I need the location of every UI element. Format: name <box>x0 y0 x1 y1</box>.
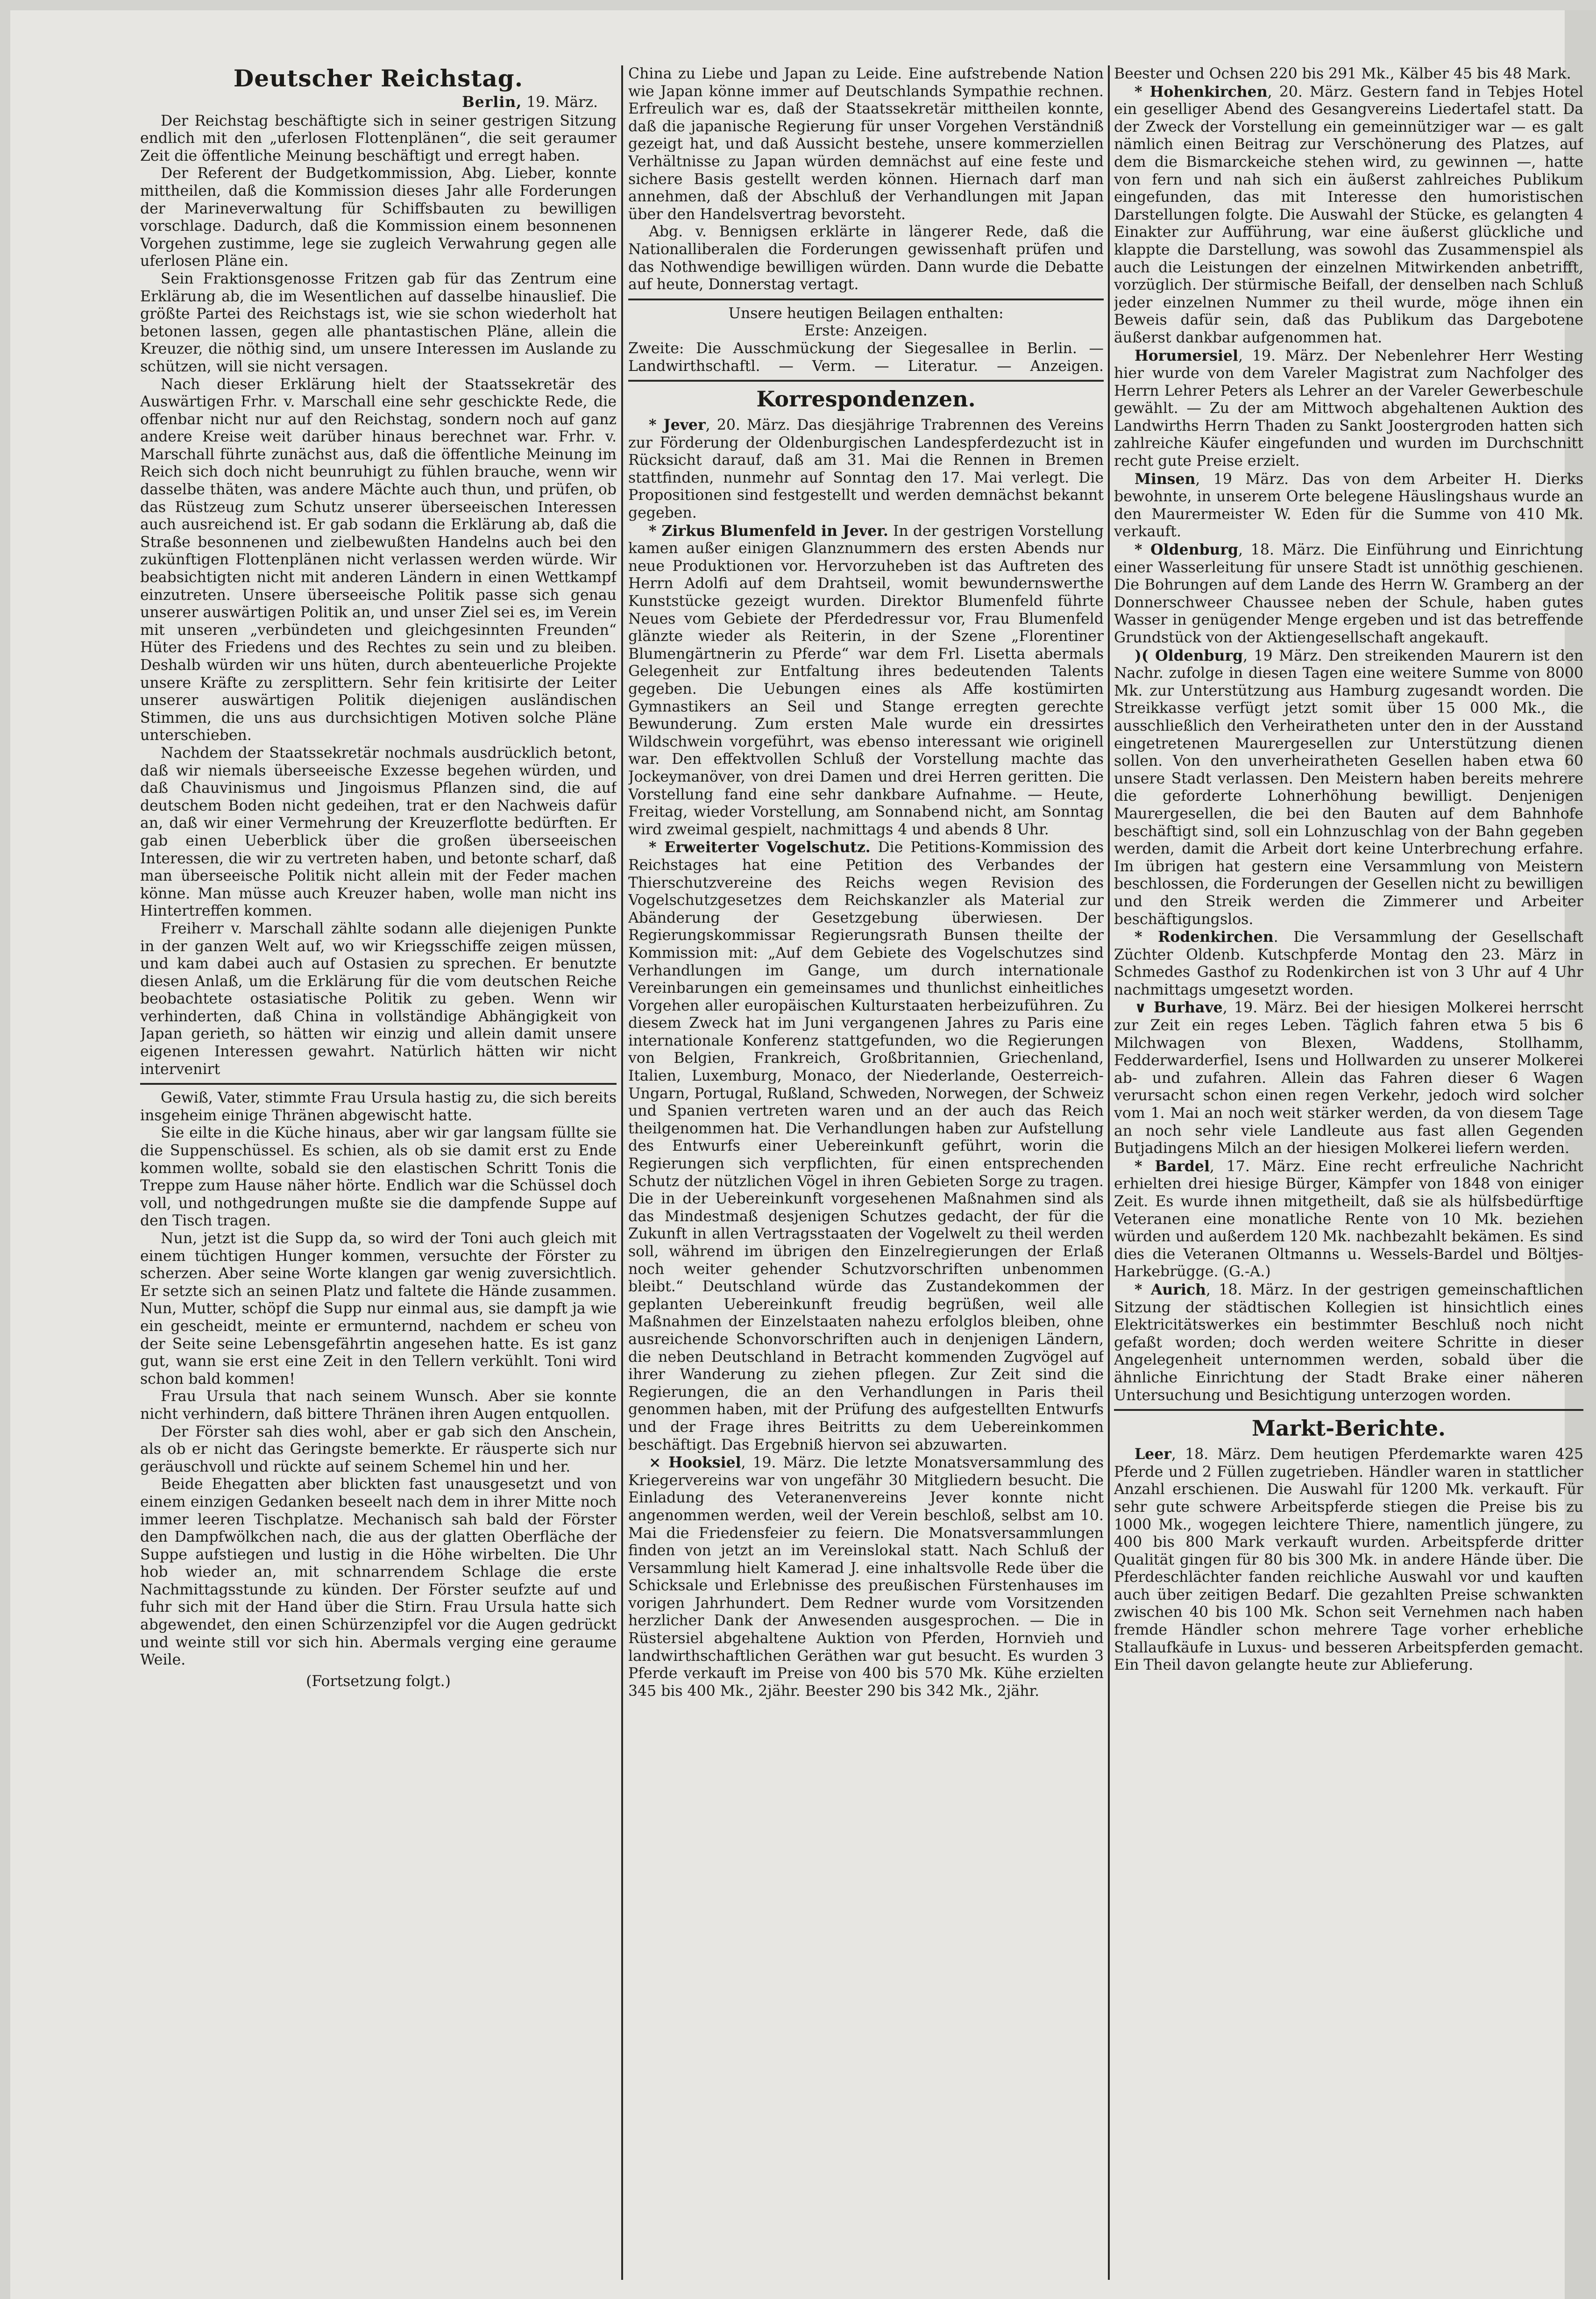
report-text: , 19. März. Der Nebenlehrer Herr Westing hier wurde von dem Vareler Magistrat zum Nachfolger des Herrn Lehrer Peters als Lehrer an der Vareler Gewerbeschule gewählt. — Zu der am Mittwoch abgehaltenen Auktion des Landwirths Herrn Thaden zu Sankt Joostergroden hatten sich zahlreiche Käufer eingefunden und wurden im Durchschnitt recht gute Preise erzielt. <box>1114 347 1583 470</box>
report-text: Die Petitions-Kommission des Reichstages hat eine Petition des Verbandes der Thierschutzvereine des Reichs wegen Revision des Vogelschutzgesetzes dem Reichskanzler als Material zur Abänderung der Gesetzgebung überwiesen. Der Regierungskommissar Regierungsrath Bunsen theilte der Kommission mit: „Auf dem Gebiete des Vogelschutzes sind Verhandlungen im Gange, um durch internationale Vereinbarungen ein gemeinsames und thunlichst einheitliches Vorgehen aller europäischen Kulturstaaten herbeizuführen. Zu diesem Zweck hat im Juni vergangenen Jahres zu Paris eine internationale Konferenz stattgefunden, wo die Regierungen von Belgien, Frankreich, Großbritannien, Griechenland, Italien, Luxemburg, Monaco, der Niederlande, Oesterreich-Ungarn, Portugal, Rußland, Schweden, Norwegen, der Schweiz und Spanien vertreten waren und an der auch das Reich theilgenommen hat. Die Verhandlungen haben zur Aufstellung des Entwurfs einer Uebereinkunft geführt, worin die Regierungen sich verpflichten, für einen entsprechenden Schutz der nützlichen Vögel in ihren Gebieten Sorge zu tragen. Die in der Uebereinkunft vorgesehenen Maßnahmen sind als das Mindestmaß desjenigen Schutzes gedacht, der für die Zukunft in allen Vertragsstaaten der Vogelwelt zu theil werden soll, während im übrigen den Einzelregierungen der Erlaß noch weiter gehender Schutzvorschriften unbenommen bleibt.“ Deutschland würde das Zustandekommen der geplanten Uebereinkunft freudig begrüßen, weil alle Maßnahmen der Einzelstaaten nahezu erfolglos bleiben, ohne ausreichende Schonvorschriften auch in denjenigen Ländern, die neben Deutschland in Betracht kommenden Zugvögel auf ihrer Wanderung zu ziehen pflegen. Zur Zeit sind die Regierungen, die an den Verhandlungen in Paris theil genommen haben, mit der Prüfung des aufgestellten Entwurfs und der Frage ihres Beitritts zu dem Uebereinkommen beschäftigt. Das Ergebniß hiervon sei abzuwarten. <box>628 839 1104 1453</box>
report-item <box>1114 470 1583 541</box>
report-item <box>1114 1158 1583 1281</box>
report-place: * Bardel <box>1135 1157 1210 1175</box>
dateline-place: Berlin, <box>462 93 522 111</box>
report-item <box>1114 541 1583 647</box>
article-paragraph: Nach dieser Erklärung hielt der Staatssekretär des Auswärtigen Frhr. v. Marschall eine sehr geschickte Rede, die offenbar nicht nur auf den Reichstag, sondern noch auf ganz andere Kreise weit darüber hinaus berechnet war. Frhr. v. Marschall führte zunächst aus, daß die öffentliche Meinung im Reich sich doch nicht beunruhigt zu fühlen brauche, wenn wir dasselbe thäten, was andere Mächte auch thun, und prüfen, ob das Rüstzeug zum Schutz unserer überseeischen Interessen auch ausreichend ist. Er gab sodann die Erklärung ab, daß die Straße besonnenen und zielbewußten Handelns auch bei den zukünftigen Flottenplänen nicht verlassen werden würde. Wir beabsichtigten nicht mit anderen Ländern in einen Wettkampf einzutreten. Unsere überseeische Politik passe sich genau unserer auswärtigen Politik an, und unser Ziel sei es, im Verein mit unseren „verbündeten und gleichgesinnten Freunden“ Hüter des Friedens und des Rechtes zu sein und zu bleiben. Deshalb würden wir uns hüten, durch abenteuerliche Projekte unsere Kräfte zu zersplittern. Sehr fein kritisirte der Leiter unserer auswärtigen Politik diejenigen ausländischen Stimmen, die uns aus durchsichtigen Motiven solche Pläne unterschieben. <box>140 376 617 744</box>
report-continuation: Beester und Ochsen 220 bis 291 Mk., Kälber 45 bis 48 Mark. <box>1114 65 1571 82</box>
supplements-line: Erste: Anzeigen. <box>804 322 928 340</box>
section-heading: Korrespondenzen. <box>756 386 976 412</box>
report-item <box>628 416 1104 522</box>
article-paragraph: Der Reichstag beschäftigte sich in seiner gestrigen Sitzung endlich mit den „uferlosen Flottenplänen“, die seit geraumer Zeit die öffentliche Meinung beschäftigt und erregt haben. <box>140 112 617 164</box>
report-place: * Zirkus Blumenfeld in Jever. <box>649 522 888 540</box>
report-text: , 19 März. Den streikenden Maurern ist den Nachr. zufolge in diesen Tagen eine weitere Summe von 8000 Mk. zur Unterstützung aus Hamburg zugesandt worden. Die Streikkasse verfügt jetzt somit über 15 000 Mk., die ausschließlich den Verheiratheten unter den in der Ausstand eingetretenen Maurergesellen zur Unterstützung dienen sollen. Von den unverheiratheten Gesellen haben etwa 60 unsere Stadt verlassen. Den Meistern haben bereits mehrere die geforderte Lohnerhöhung bewilligt. Denjenigen Maurergesellen, die bei den Bauten auf dem Bahnhofe beschäftigt sind, soll ein Lohnzuschlag von der Bahn gegeben werden, damit die Arbeit dort keine Unterbrechung erfahre. Im übrigen hat gestern eine Versammlung von Meistern beschlossen, die Forderungen der Gesellen nicht zu bewilligen und den Streik werden die Zimmerer und Arbeiter beschäftigungslos. <box>1114 647 1583 928</box>
article-paragraph: Abg. v. Bennigsen erklärte in längerer Rede, daß die Nationalliberalen die Forderungen gewissenhaft prüfen und das Nothwendige bewilligen würden. Dann wurde die Debatte auf heute, Donnerstag vertagt. <box>628 223 1104 293</box>
report-place: Minsen <box>1135 470 1196 488</box>
dateline-date: 19. März. <box>526 94 598 111</box>
column-2 <box>628 65 1104 2280</box>
divider <box>628 380 1104 382</box>
report-item <box>1114 83 1583 347</box>
report-place: )( Oldenburg <box>1135 647 1243 664</box>
report-place: Horumersiel <box>1135 347 1238 364</box>
story-paragraph: Sie eilte in die Küche hinaus, aber wir gar langsam füllte sie die Suppenschüssel. Es schien, als ob sie damit erst zu Ende kommen wollte, sobald sie den elastischen Schritt Tonis die Treppe zum Hause näher hörte. Endlich war die Schüssel doch voll, und nothgedrungen mußte sie die dampfende Suppe auf den Tisch tragen. <box>140 1125 617 1230</box>
article-paragraph: Sein Fraktionsgenosse Fritzen gab für das Zentrum eine Erklärung ab, die im Wesentlichen auf dasselbe hinauslief. Die größte Partei des Reichstags ist, wie sie schon wiederholt hat betonen lassen, gegen alle phantastischen Pläne, allein die Kreuzer, die nöthig sind, um unsere Interessen im Auslande zu schützen, will sie nicht versagen. <box>140 270 617 375</box>
continuation-note: (Fortsetzung folgt.) <box>306 1673 451 1690</box>
story-paragraph: Nun, jetzt ist die Supp da, so wird der Toni auch gleich mit einem tüchtigen Hunger kommen, versuchte der Förster zu scherzen. Aber seine Worte klangen gar wenig zuversichtlich. Er setzte sich an seinen Platz und faltete die Hände zusammen. Nun, Mutter, schöpf die Supp nur einmal aus, sie dampft ja wie ein gescheidt, meinte er ermunternd, nachdem er scheu von der Seite seine Lebensgefährtin angesehen hatte. Es ist ganz gut, wann sie erst eine Zeit in den Tellern verkühlt. Toni wird schon bald kommen! <box>140 1230 617 1388</box>
column-rule-left <box>621 65 623 2280</box>
report-place: Leer <box>1135 1445 1171 1463</box>
dateline <box>140 93 598 112</box>
report-text: , 19. März. Bei der hiesigen Molkerei herrscht zur Zeit ein reges Leben. Täglich fahren etwa 5 bis 6 Milchwagen von Blexen, Waddens, Stollhamm, Fedderwarderfiel, Isens und Hollwarden zu unserer Molkerei ab- und zufahren. Allein das Fahren dieser 6 Wagen verursacht schon einen regen Verkehr, jedoch wird solcher vom 1. Mai an noch weit stärker werden, da von diesem Tage an noch sehr viele Landleute aus fast allen Gegenden Butjadingens Milch an der hiesigen Molkerei liefern werden. <box>1114 999 1583 1157</box>
feuilleton-divider <box>140 1083 617 1085</box>
supplements-notice <box>628 305 1104 375</box>
report-place: * Rodenkirchen <box>1135 928 1274 946</box>
divider <box>628 299 1104 300</box>
report-text: . Die Versammlung der Gesellschaft Züchter Oldenb. Kutschpferde Montag den 23. März in Schmedes Gasthof zu Rodenkirchen ist von 3 Uhr auf 4 Uhr nachmittags umgesetzt worden. <box>1114 929 1583 998</box>
report-item <box>628 839 1104 1454</box>
report-text: In der gestrigen Vorstellung kamen außer einigen Glanznummern des ersten Abends nur neue Produktionen vor. Hervorzuheben ist das Auftreten des Herrn Adolfi auf dem Drahtseil, womit bewundernswerthe Kunststücke gezeigt wurden. Direktor Blumenfeld führte Neues vom Gebiete der Pferdedressur vor, Frau Blumenfeld glänzte wieder als Reiterin, in der Szene „Florentiner Blumengärtnerin zu Pferde“ war dem Frl. Lisetta abermals Gelegenheit zur Entfaltung ihres bedeutenden Talents gegeben. Die Uebungen eines als Affe kostümirten Gymnastikers an Seil und Stange erregten gerechte Bewunderung. Zum ersten Male wurde ein dressirtes Wildschwein vorgeführt, was ebenso interessant wie originell war. Den effektvollen Schluß der Vorstellung machte das Jockeymanöver, von drei Damen und drei Herren geritten. Die Vorstellung fand eine sehr dankbare Aufnahme. — Heute, Freitag, wieder Vorstellung, am Sonnabend nicht, am Sonntag wird zweimal gespielt, nachmittags 4 und abends 8 Uhr. <box>628 522 1104 838</box>
report-item <box>628 1454 1104 1700</box>
report-text: , 18. März. In der gestrigen gemeinschaftlichen Sitzung der städtischen Kollegien ist hinsichtlich eines Elektricitätswerkes ein bestimmter Beschluß noch nicht gefaßt worden; doch werden weitere Schritte in dieser Angelegenheit unternommen werden, sobald über die ähnliche Einrichtung der Stadt Brake einer näheren Untersuchung und Besichtigung unterzogen worden. <box>1114 1281 1583 1404</box>
article-paragraph: Der Referent der Budgetkommission, Abg. Lieber, konnte mittheilen, daß die Kommission dieses Jahr alle Forderungen der Marineverwaltung für Schiffsbauten zu bewilligen vorschlage. Dadurch, daß die Kommission einem besonnenen Vorgehen zustimme, lege sie zugleich Verwahrung gegen alle uferlosen Pläne ein. <box>140 165 617 270</box>
report-item <box>1114 647 1583 929</box>
report-item <box>628 522 1104 839</box>
article-paragraph: Nachdem der Staatssekretär nochmals ausdrücklich betont, daß wir niemals überseeische Exzesse begehen würden, und daß Chauvinismus und Jingoismus Pflanzen sind, die auf deutschem Boden nicht gedeihen, trat er den Nachweis dafür an, daß wir einer Vermehrung der Kreuzerflotte bedürften. Er gab einen Ueberblick über die großen überseeischen Interessen, die wir zu vertreten haben, und betonte scharf, daß man überseeische Politik nicht allein mit der Feder machen könne. Man müsse auch Kreuzer haben, wolle man nicht ins Hintertreffen kommen. <box>140 744 617 920</box>
report-place: * Hohenkirchen <box>1135 83 1268 100</box>
market-report <box>1114 1445 1583 1674</box>
supplements-line: Zweite: Die Ausschmückung der Siegesallee in Berlin. — Landwirthschaftl. — Verm. — Literatur. — Anzeigen. <box>628 340 1104 375</box>
report-place: * Jever <box>649 416 706 434</box>
report-item <box>1114 999 1583 1157</box>
story-paragraph: Der Förster sah dies wohl, aber er gab sich den Anschein, als ob er nicht das Geringste bemerkte. Er räusperte sich nur geräuschvoll und rückte auf seinem Schemel hin und her. <box>140 1423 617 1475</box>
story-paragraph: Beide Ehegatten aber blickten fast unausgesetzt und von einem einzigen Gedanken beseelt nach dem in ihrer Mitte noch immer leeren Tischplatze. Mechanisch sah bald der Förster den Dampfwölkchen nach, die aus der glatten Oberfläche der Suppe aufstiegen und lustig in die Höhe wirbelten. Die Uhr hob wieder an, mit schnarrendem Schlage die erste Nachmittagsstunde zu künden. Der Förster seufzte auf und fuhr sich mit der Hand über die Stirn. Frau Ursula hatte sich abgewendet, den einen Schürzenzipfel vor die Augen gedrückt und weinte still vor sich hin. Abermals verging eine geraume Weile. <box>140 1476 617 1669</box>
report-text: , 19 März. Das von dem Arbeiter H. Dierks bewohnte, in unserem Orte belegene Häuslingshaus wurde an den Maurermeister W. Eden für die Summe von 410 Mk. verkauft. <box>1114 470 1583 541</box>
story-paragraph: Gewiß, Vater, stimmte Frau Ursula hastig zu, die sich bereits insgeheim einige Thränen abgewischt hatte. <box>140 1089 617 1124</box>
report-place: * Oldenburg <box>1135 541 1239 559</box>
article-paragraph: Freiherr v. Marschall zählte sodann alle diejenigen Punkte in der ganzen Welt auf, wo wir Kriegsschiffe zeigen müssen, und kam dabei auch auf Ostasien zu sprechen. Er benutzte diesen Anlaß, um die Erklärung für die vom deutschen Reiche beobachtete ostasiatische Politik zu geben. Wenn wir verhinderten, daß China in vollständige Abhängigkeit von Japan gerieth, so hätten wir einzig und allein damit unsere eigenen Interessen gewahrt. Natürlich hätten wir nicht intervenirt <box>140 920 617 1078</box>
report-place: × Hooksiel <box>649 1454 741 1472</box>
article-heading: Deutscher Reichstag. <box>233 65 524 92</box>
report-place: ∨ Burhave <box>1135 999 1223 1017</box>
column-rule-right <box>1108 65 1110 2280</box>
report-place: * Erweiterter Vogelschutz. <box>649 839 871 856</box>
report-text: , 20. März. Das diesjährige Trabrennen des Vereins zur Förderung der Oldenburgischen Landespferdezucht ist in Rücksicht darauf, daß am 31. Mai die Rennen in Bremen stattfinden, nunmehr auf Sonntag den 17. Mai verlegt. Die Propositionen sind festgestellt und werden demnächst bekannt gegeben. <box>628 417 1104 522</box>
report-item <box>1114 1281 1583 1404</box>
report-text: , 18. März. Die Einführung und Einrichtung einer Wasserleitung für unsere Stadt ist unnöthig geschienen. Die Bohrungen auf dem Lande des Herrn W. Gramberg an der Donnerschweer Chaussee neben der Schule, haben gutes Wasser in genügender Menge ergeben und ist das betreffende Grundstück von der Aktiengesellschaft angekauft. <box>1114 541 1583 646</box>
report-place: * Aurich <box>1135 1281 1206 1298</box>
report-text: , 20. März. Gestern fand in Tebjes Hotel ein geselliger Abend des Gesangvereins Liedertafel statt. Da der Zweck der Vorstellung ein gemeinnütziger war — es galt nämlich einen Beitrag zur Verschönerung des Platzes, auf dem die Bismarckeiche stehen wird, zu gewinnen —, hatte von fern und nah sich ein äußerst zahlreiches Publikum eingefunden, das mit Interesse den humoristischen Darstellungen folgte. Die Auswahl der Stücke, es gelangten 4 Einakter zur Aufführung, war eine äußerst glückliche und klappte die Darstellung, was sowohl das Zusammenspiel als auch die Leistungen der einzelnen Mitwirkenden anbetrifft, vorzüglich. Der stürmische Beifall, der denselben nach Schluß jeder einzelnen Nummer zu theil wurde, möge ihnen ein Beweis dafür sein, daß das Publikum das Dargebotene äußerst dankbar aufgenommen hat. <box>1114 83 1583 346</box>
report-item <box>1114 928 1583 999</box>
divider <box>1114 1409 1583 1411</box>
article-paragraph: China zu Liebe und Japan zu Leide. Eine aufstrebende Nation wie Japan könne immer auf Deutschlands Sympathie rechnen. Erfreulich war es, daß der Staatssekretär mittheilen konnte, daß die japanische Regierung für unser Vorgehen Verständniß gezeigt hat, und daß Aussicht bestehe, unsere kommerziellen Verhältnisse zu Japan würden demnächst auf eine feste und sichere Basis gestellt werden können. Hiernach darf man annehmen, daß der Abschluß der Verhandlungen mit Japan über den Handelsvertrag bevorsteht. <box>628 65 1104 223</box>
column-3 <box>1114 65 1583 2280</box>
supplements-line: Unsere heutigen Beilagen enthalten: <box>728 305 1004 322</box>
section-heading: Markt-Berichte. <box>1251 1416 1446 1441</box>
report-item <box>1114 347 1583 470</box>
report-text: , 17. März. Eine recht erfreuliche Nachricht erhielten drei hiesige Bürger, Kämpfer von 1848 von einiger Zeit. Es wurde ihnen mitgetheilt, daß sie als hülfsbedürftige Veteranen eine monatliche Rente von 10 Mk. beziehen würden und außerdem 120 Mk. nachbezahlt bekämen. Es sind dies die Veteranen Oltmanns u. Wessels-Bardel und Böltjes-Harkebrügge. (G.-A.) <box>1114 1158 1583 1281</box>
report-text: , 19. März. Die letzte Monatsversammlung des Kriegervereins war von ungefähr 30 Mitgliedern besucht. Die Einladung des Veteranenvereins Jever konnte nicht angenommen werden, weil der Verein beschloß, selbst am 10. Mai die Friedensfeier zu feiern. Die Monatsversammlungen finden von jetzt an im Vereinslokal statt. Nach Schluß der Versammlung hielt Kamerad J. eine inhaltsvolle Rede über die Schicksale und Erlebnisse des preußischen Fürstenhauses im vorigen Jahrhundert. Dem Redner wurde vom Vorsitzenden herzlicher Dank der Anwesenden ausgesprochen. — Die in Rüstersiel abgehaltene Auktion von Pferden, Hornvieh und landwirthschaftlichen Geräthen war gut besucht. Es wurden 3 Pferde verkauft im Preise von 400 bis 570 Mk. Kühe erzielten 345 bis 400 Mk., 2jähr. Beester 290 bis 342 Mk., 2jähr. <box>628 1454 1104 1700</box>
report-text: , 18. März. Dem heutigen Pferdemarkte waren 425 Pferde und 2 Füllen zugetrieben. Händler waren in stattlicher Anzahl erschienen. Die Auswahl für 1200 Mk. verkauft. Für sehr gute schwere Arbeitspferde stiegen die Preise bis zu 1000 Mk., wogegen leichtere Thiere, namentlich jüngere, zu 400 bis 800 Mark verkauft wurden. Arbeitspferde dritter Qualität gingen für 80 bis 300 Mk. in andere Hände über. Die Pferdeschlächter fanden reichliche Auswahl vor und kauften auch über zeitigen Bedarf. Die gezahlten Preise schwankten zwischen 40 bis 100 Mk. Schon seit Vernehmen nach haben fremde Händler schon mehrere Tage vorher erhebliche Stallaufkäufe in Luxus- und besseren Arbeitspferden gemacht. Ein Theil davon gelangte heute zur Ablieferung. <box>1114 1446 1583 1674</box>
story-paragraph: Frau Ursula that nach seinem Wunsch. Aber sie konnte nicht verhindern, daß bittere Thränen ihren Augen entquollen. <box>140 1388 617 1423</box>
column-1 <box>140 65 617 2280</box>
